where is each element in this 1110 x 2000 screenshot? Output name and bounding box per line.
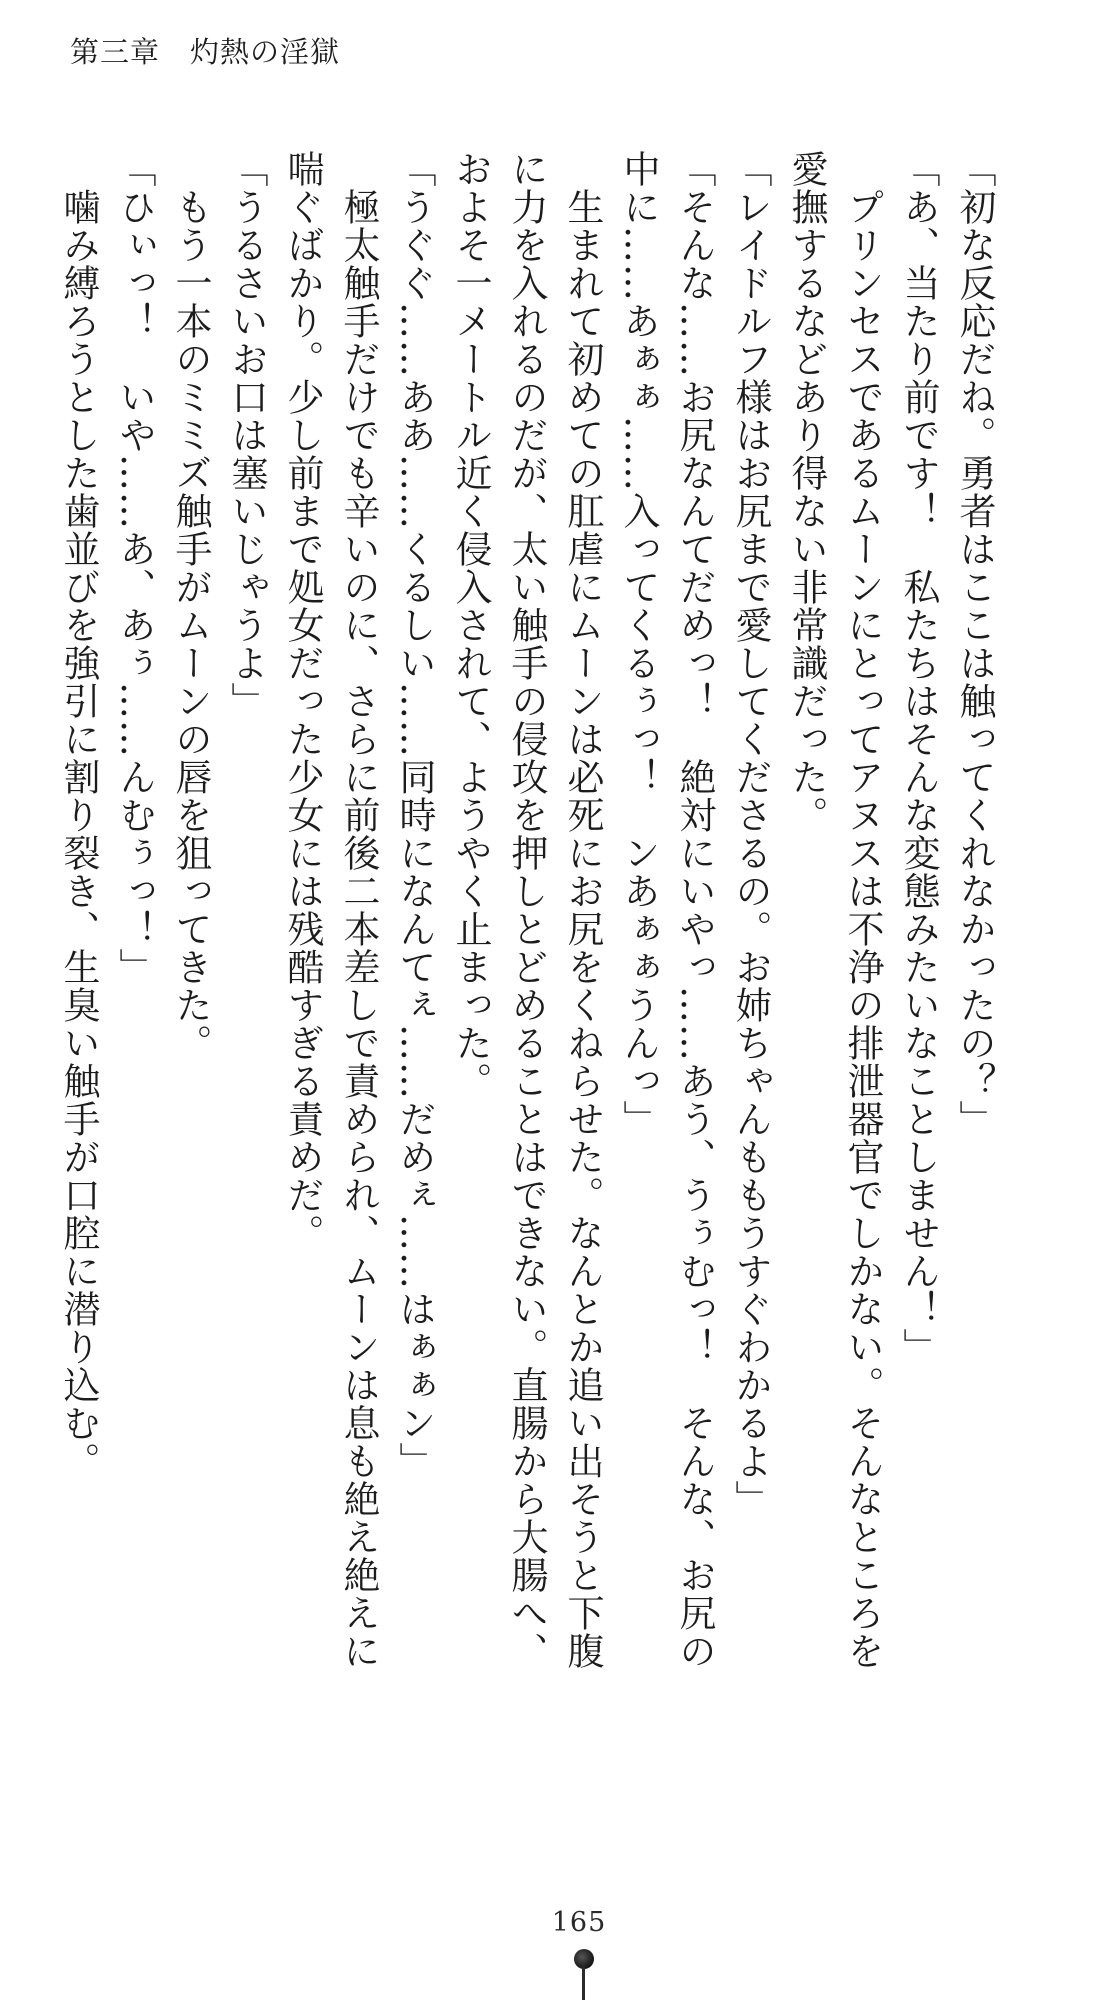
text-line: 喘ぐばかり。少し前まで処女だった少女には残酷すぎる責めだ。 [281,150,324,1252]
chapter-number: 第三章 [70,35,161,69]
text-line: もう一本のミミズ触手がムーンの唇を狙ってきた。 [169,150,212,1062]
text-line: 「初な反応だね。勇者はここは触ってくれなかったの？」 [953,150,996,1138]
body-text [50,150,1002,1790]
page-number: 165 [551,1907,607,1938]
text-line: 「そんな……お尻なんてだめっ！ 絶対にいやっ……あう、うぅむっ！ そんな、お尻の [673,150,716,1670]
text-line: プリンセスであるムーンにとってアヌスは不浄の排泄器官でしかない。そんなところを [841,150,884,1670]
text-line: 噛み縛ろうとした歯並びを強引に割り裂き、生臭い触手が口腔に潜り込む。 [57,150,100,1480]
text-line: 生まれて初めての肛虐にムーンは必死にお尻をくねらせた。なんとか追い出そうと下腹 [561,150,604,1670]
text-line: 愛撫するなどあり得ない非常識だった。 [785,150,828,834]
text-line: 「あ、当たり前です！ 私たちはそんな変態みたいなことしません！」 [897,150,940,1366]
text-line: 「レイドルフ様はお尻まで愛してくださるの。お姉ちゃんももうすぐわかるよ」 [729,150,772,1518]
text-line: およそ一メートル近く侵入されて、ようやく止まった。 [449,150,492,1100]
text-line: 「うぐぐ……ああ……くるしい……同時になんてぇ……だめぇ……はぁぁン」 [393,150,436,1480]
running-header [70,30,340,71]
chapter-title: 灼熱の淫獄 [190,35,341,69]
text-line: 「うるさいお口は塞いじゃうよ」 [225,150,268,720]
text-line: 「ひぃっ！ いや……あ、あぅ……んむぅっ！」 [113,150,156,986]
text-line: 中に……あぁぁ……入ってくるぅっ！ ンあぁぁうんっ」 [617,150,660,1138]
folio-line-ornament [582,1966,585,2000]
text-line: 極太触手だけでも辛いのに、さらに前後二本差しで責められ、ムーンは息も絶え絶えに [337,150,380,1670]
text-line: に力を入れるのだが、太い触手の侵攻を押しとどめることはできない。直腸から大腸へ、 [505,150,548,1670]
